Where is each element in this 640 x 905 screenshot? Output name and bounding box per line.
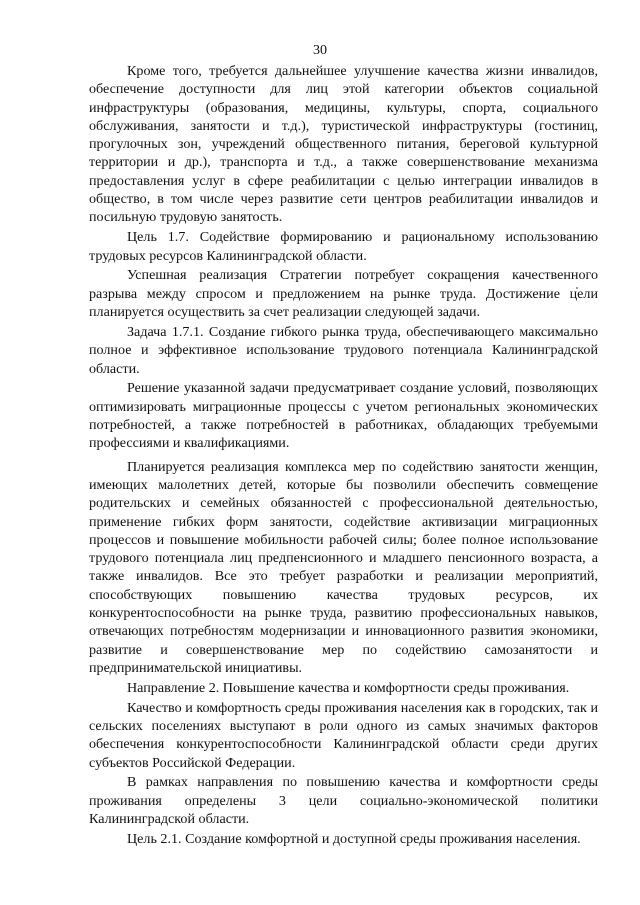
paragraph-strategy-implementation: Успешная реализация Стратегии потребует сокращения качественного разрыва между спросом и предложением на рынке труда. Достижение цели планируется осуществить за счет реализации следующей задачи. bbox=[89, 267, 598, 321]
paragraph-employment-measures: Планируется реализация комплекса мер по содействию занятости женщин, имеющих малолетних детей, которые бы позволили обеспечить совмещение родительских и семейных обязанностей с профессиональной деятельностью, применение гибких форм занятости, содействие активизации миграционных процессов и повышение мобильности рабочей силы; более полное использование трудового потенциала лиц предпенсионного и младшего пенсионного возраста, а также инвалидов. Все это требует разработки и реализации мероприятий, способствующих повышению качества трудовых ресурсов, их конкурентоспособности на рынке труда, развитию профессиональных навыков, отвечающих потребностям модернизации и инновационного развития экономики, развитие и совершенствование мер по содействию самозанятости и предпринимательской инициативы. bbox=[89, 458, 598, 676]
paragraph-living-environment: Качество и комфортность среды проживания населения как в городских, так и сельских поселениях выступают в роли одного из самых значимых факторов обеспечения конкурентоспособности Калининградской области среди других субъектов Российской Федерации. bbox=[89, 699, 598, 771]
paragraph-disability-infrastructure: Кроме того, требуется дальнейшее улучшение качества жизни инвалидов, обеспечение доступности для лиц этой категории объектов социальной инфраструктуры (образования, медицины, культуры, спорта, социального обслуживания, занятости и т.д.), туристической инфраструктуры (гостиниц, прогулочных зон, учреждений общественного питания, береговой культурной территории и др.), транспорта и т.д., а также совершенствование механизма предоставления услуг в сфере реабилитации с целью интеграции инвалидов в общество, в том числе через развитие сети центров реабилитации инвалидов и посильную трудовую занятость. bbox=[89, 63, 598, 226]
paragraph-task-solution: Решение указанной задачи предусматривает создание условий, позволяющих оптимизировать миграционные процессы с учетом региональных экономических потребностей, а также потребностей в работниках, обладающих требуемыми профессиями и квалификациями. bbox=[89, 380, 598, 452]
paragraph-three-goals: В рамках направления по повышению качества и комфортности среды проживания определены 3 цели социально-экономической политики Калининградской области. bbox=[89, 774, 598, 828]
paragraph-goal-2-1: Цель 2.1. Создание комфортной и доступной среды проживания населения. bbox=[127, 830, 581, 847]
page-number: 30 bbox=[312, 42, 328, 58]
paragraph-direction-2: Направление 2. Повышение качества и комфортности среды проживания. bbox=[127, 679, 570, 696]
document-body bbox=[89, 62, 598, 848]
paragraph-goal-1-7: Цель 1.7. Содействие формированию и рациональному использованию трудовых ресурсов Калининградской области. bbox=[89, 229, 598, 264]
paragraph-task-1-7-1: Задача 1.7.1. Создание гибкого рынка труда, обеспечивающего максимально полное и эффективное использование трудового потенциала Калининградской области. bbox=[89, 323, 598, 377]
